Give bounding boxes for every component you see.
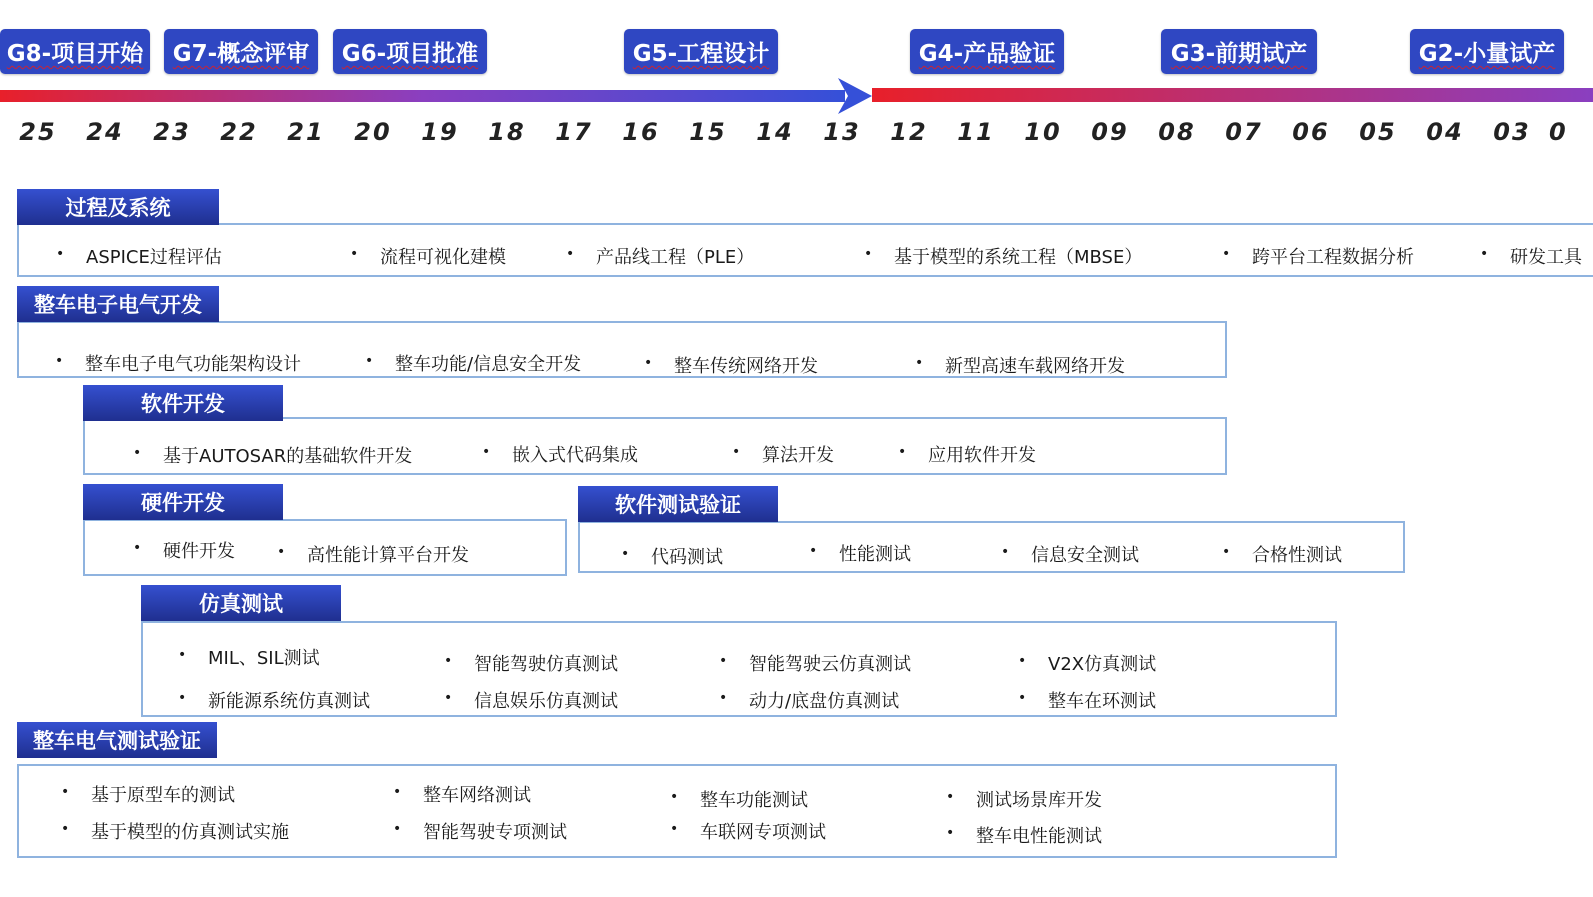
tick: 14 — [756, 118, 794, 146]
section-header-sim-test: 仿真测试 — [141, 585, 341, 621]
tick: 23 — [153, 118, 191, 146]
tick: 13 — [823, 118, 861, 146]
list-item: • 算法开发 — [762, 441, 834, 467]
tick: 05 — [1359, 118, 1397, 146]
section-header-process: 过程及系统 — [17, 189, 219, 225]
tick: 19 — [421, 118, 459, 146]
timeline-bar-right — [872, 88, 1593, 102]
tick: 16 — [622, 118, 660, 146]
list-item: • 流程可视化建模 — [380, 243, 506, 269]
gate-g3 — [1161, 29, 1317, 74]
tick: 09 — [1091, 118, 1129, 146]
tick: 0 — [1549, 118, 1568, 146]
gate-label: G4-产品验证 — [918, 41, 1056, 67]
list-item: • 基于模型的仿真测试实施 — [91, 818, 289, 844]
list-item: • 基于模型的系统工程（MBSE） — [894, 243, 1142, 269]
gate-label: G2-小量试产 — [1418, 41, 1556, 67]
gate-label: G6-项目批准 — [341, 41, 479, 67]
list-item: • 智能驾驶专项测试 — [423, 818, 567, 844]
tick: 24 — [86, 118, 124, 146]
tick: 10 — [1024, 118, 1062, 146]
list-item: • 整车电性能测试 — [976, 822, 1102, 848]
list-item: • 智能驾驶云仿真测试 — [749, 650, 911, 676]
list-item: • 性能测试 — [839, 540, 911, 566]
section-header-ee-dev: 整车电子电气开发 — [17, 286, 219, 322]
list-item: • 嵌入式代码集成 — [512, 441, 638, 467]
gate-label: G3-前期试产 — [1170, 41, 1308, 67]
tick: 03 — [1493, 118, 1531, 146]
tick: 12 — [890, 118, 928, 146]
gate-label: G5-工程设计 — [632, 41, 770, 67]
list-item: • 产品线工程（PLE） — [596, 243, 754, 269]
list-item: • 代码测试 — [651, 543, 723, 569]
list-item: • ASPICE过程评估 — [86, 243, 222, 269]
list-item: • 整车在环测试 — [1048, 687, 1156, 713]
list-item: • 基于原型车的测试 — [91, 781, 235, 807]
section-header-sw-test: 软件测试验证 — [578, 486, 778, 522]
list-item: • 整车电子电气功能架构设计 — [85, 350, 301, 376]
gate-g5 — [624, 29, 778, 74]
gate-g4 — [910, 29, 1064, 74]
list-item: • 高性能计算平台开发 — [307, 541, 469, 567]
list-item: • 研发工具 — [1510, 243, 1582, 269]
gate-g2 — [1410, 29, 1564, 74]
list-item: • 应用软件开发 — [928, 441, 1036, 467]
list-item: • MIL、SIL测试 — [208, 644, 320, 670]
tick: 08 — [1158, 118, 1196, 146]
section-header-hw-dev: 硬件开发 — [83, 484, 283, 520]
tick: 11 — [957, 118, 995, 146]
list-item: • V2X仿真测试 — [1048, 650, 1156, 676]
list-item: • 智能驾驶仿真测试 — [474, 650, 618, 676]
list-item: • 动力/底盘仿真测试 — [749, 687, 899, 713]
section-header-sw-dev: 软件开发 — [83, 385, 283, 421]
gate-g6 — [333, 29, 487, 74]
tick: 25 — [19, 118, 57, 146]
tick: 07 — [1225, 118, 1263, 146]
list-item: • 测试场景库开发 — [976, 786, 1102, 812]
tick: 22 — [220, 118, 258, 146]
list-item: • 基于AUTOSAR的基础软件开发 — [163, 442, 412, 468]
list-item: • 信息娱乐仿真测试 — [474, 687, 618, 713]
list-item: • 跨平台工程数据分析 — [1252, 243, 1414, 269]
section-header-vehicle-test: 整车电气测试验证 — [17, 722, 217, 758]
tick: 20 — [354, 118, 392, 146]
gate-label: G8-项目开始 — [6, 41, 144, 67]
list-item: • 整车网络测试 — [423, 781, 531, 807]
gate-label: G7-概念评审 — [172, 41, 310, 67]
list-item: • 信息安全测试 — [1031, 541, 1139, 567]
timeline-arrow — [0, 75, 1593, 115]
tick: 06 — [1292, 118, 1330, 146]
list-item: • 车联网专项测试 — [700, 818, 826, 844]
list-item: • 整车功能测试 — [700, 786, 808, 812]
list-item: • 硬件开发 — [163, 537, 235, 563]
tick: 21 — [287, 118, 325, 146]
gate-g8 — [0, 29, 150, 74]
timeline-bar-left — [0, 90, 845, 102]
gate-g7 — [164, 29, 318, 74]
tick: 15 — [689, 118, 727, 146]
list-item: • 整车功能/信息安全开发 — [395, 350, 581, 376]
tick: 04 — [1426, 118, 1464, 146]
tick: 17 — [555, 118, 593, 146]
list-item: • 整车传统网络开发 — [674, 352, 818, 378]
tick: 18 — [488, 118, 526, 146]
list-item: • 合格性测试 — [1252, 541, 1342, 567]
list-item: • 新型高速车载网络开发 — [945, 352, 1125, 378]
list-item: • 新能源系统仿真测试 — [208, 687, 370, 713]
